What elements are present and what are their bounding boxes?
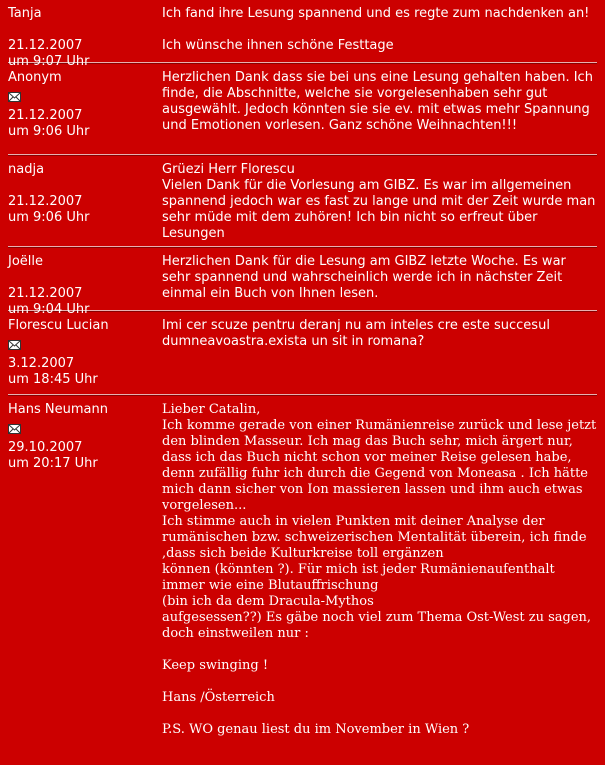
guestbook-entry	[0, 312, 605, 394]
entry-message	[162, 396, 605, 746]
entry-meta	[0, 248, 162, 317]
entry-message	[162, 156, 605, 246]
entry-date: 21.12.2007	[8, 194, 83, 209]
entry-message	[162, 0, 605, 62]
entry-time: um 9:07 Uhr	[8, 54, 90, 69]
author-name: nadja	[8, 162, 45, 177]
message-text: Grüezi Herr Florescu Vielen Dank für die Vorlesung am GIBZ. Es war im allgemeinen spannend jedoch war es fast zu lange und mit der Zeit wurde man sehr müde mit dem zuhören! Ich bin nicht so erfreut über Lesungen	[162, 162, 596, 241]
email-icon[interactable]	[8, 424, 21, 434]
entry-date: 21.12.2007	[8, 286, 83, 301]
author-name: Tanja	[8, 6, 42, 21]
email-icon[interactable]	[8, 340, 21, 350]
author-name: Anonym	[8, 70, 62, 85]
entry-date: 29.10.2007	[8, 440, 83, 455]
message-text: Imi cer scuze pentru deranj nu am inteles cre este succesul dumneavoastra.exista un sit in romana?	[162, 318, 550, 349]
entry-message	[162, 248, 605, 310]
entry-time: um 18:45 Uhr	[8, 372, 98, 387]
guestbook-entry	[0, 156, 605, 246]
author-name: Hans Neumann	[8, 402, 108, 417]
entry-meta	[0, 0, 162, 69]
message-text: Herzlichen Dank dass sie bei uns eine Lesung gehalten haben. Ich finde, die Abschnitte, welche sie vorgelesenhaben sehr gut ausgewählt. Jedoch könnten sie sie ev. mit etwas mehr Spannung und Emotionen vorlesen. Ganz schöne Weihnachten!!!	[162, 70, 593, 133]
entry-time: um 9:06 Uhr	[8, 124, 90, 139]
entry-message	[162, 312, 605, 394]
guestbook-entry	[0, 248, 605, 317]
entry-meta	[0, 312, 162, 394]
entry-date: 21.12.2007	[8, 38, 83, 53]
email-icon[interactable]	[8, 92, 21, 102]
entry-time: um 20:17 Uhr	[8, 456, 98, 471]
entry-time: um 9:06 Uhr	[8, 210, 90, 225]
entry-meta	[0, 64, 162, 154]
message-text: Lieber Catalin, Ich komme gerade von einer Rumänienreise zurück und lese jetzt den blinden Masseur. Ich mag das Buch sehr, mich ärgert nur, dass ich das Buch nicht schon vor meiner Reise gelesen habe, denn zufällig fuhr ich durch die Gegend von Moneasa . Ich hätte mich dann sicher von Ion massieren lassen und ihm auch etwas vorgelesen... Ich stimme auch in vielen Punkten mit deiner Analyse der rumänischen bzw. schweizerischen Mentalität überein, ich finde ,dass sich beide Kulturkreise toll ergänzen können (könnten ?). Für mich ist jeder Rumänienaufenthalt immer wie eine Blutauffrischung (bin ich da dem Dracula-Mythos aufgesessen??) Es gäbe noch viel zum Thema Ost-West zu sagen, doch einstweilen nur : Keep swinging ! Hans /Österreich P.S. WO genau liest du im November in Wien ?	[162, 402, 597, 737]
entry-message	[162, 64, 605, 154]
message-text: Ich fand ihre Lesung spannend und es regte zum nachdenken an! Ich wünsche ihnen schöne Festtage	[162, 6, 590, 53]
entry-meta	[0, 396, 162, 746]
entry-timestamp	[8, 356, 162, 388]
entry-date: 3.12.2007	[8, 356, 75, 371]
entry-timestamp	[8, 108, 162, 140]
message-text: Herzlichen Dank für die Lesung am GIBZ letzte Woche. Es war sehr spannend und wahrscheinlich werde ich in nächster Zeit einmal ein Buch von Ihnen lesen.	[162, 254, 566, 301]
entry-time: um 9:04 Uhr	[8, 302, 90, 317]
guestbook-entry	[0, 64, 605, 154]
author-name: Joëlle	[8, 254, 44, 269]
entry-meta	[0, 156, 162, 246]
entry-timestamp	[8, 194, 162, 226]
guestbook-entry	[0, 0, 605, 69]
entry-timestamp	[8, 440, 162, 472]
author-name: Florescu Lucian	[8, 318, 109, 333]
guestbook-entry	[0, 396, 605, 746]
entry-date: 21.12.2007	[8, 108, 83, 123]
